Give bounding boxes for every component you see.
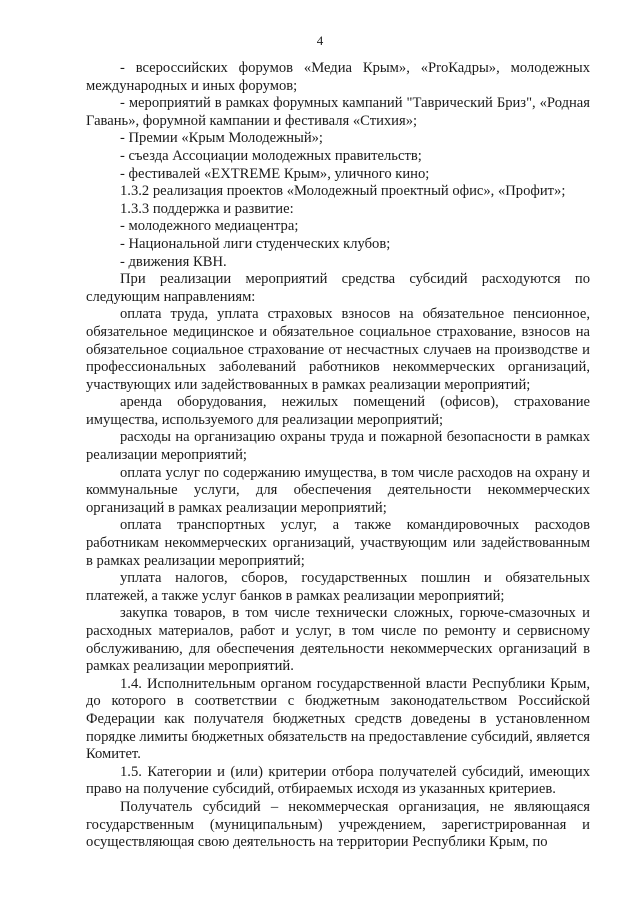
paragraph: - мероприятий в рамках форумных кампаний "Таврический Бриз", «Родная Гавань», форумной кампании и фестиваля «Стихия»; — [86, 95, 590, 129]
paragraph: оплата транспортных услуг, а также командировочных расходов работникам некоммерческих организаций, участвующим или задействованным в рамках реализации мероприятий; — [86, 517, 590, 569]
paragraph: При реализации мероприятий средства субсидий расходуются по следующим направлениям: — [86, 271, 590, 305]
paragraph: Получатель субсидий – некоммерческая организация, не являющаяся государственным (муниципальным) учреждением, зарегистрированная и осуществляющая свою деятельность на территории Республики Крым, по — [86, 798, 590, 851]
paragraph: - молодежного медиацентра; — [120, 218, 299, 235]
paragraph: 1.3.2 реализация проектов «Молодежный проектный офис», «Профит»; — [120, 183, 566, 200]
paragraph: - фестивалей «EXTREME Крым», уличного кино; — [120, 165, 430, 182]
paragraph: расходы на организацию охраны труда и пожарной безопасности в рамках реализации мероприятий; — [86, 429, 590, 464]
paragraph: 1.3.3 поддержка и развитие: — [120, 200, 294, 217]
paragraph: - съезда Ассоциации молодежных правительств; — [120, 147, 422, 164]
paragraph: - всероссийских форумов «Медиа Крым», «ProКадры», молодежных международных и иных форумов; — [86, 60, 590, 94]
paragraph: - движения КВН. — [120, 253, 227, 270]
paragraph: 1.5. Категории и (или) критерии отбора получателей субсидий, имеющих право на получение субсидий, отбираемых исходя из указанных критериев. — [86, 763, 590, 798]
page-number: 4 — [316, 33, 324, 48]
paragraph: аренда оборудования, нежилых помещений (офисов), страхование имущества, используемого для реализации мероприятий; — [86, 394, 590, 428]
paragraph: закупка товаров, в том числе технически сложных, горюче-смазочных и расходных материалов, работ и услуг, в том числе по ремонту и сервисному обслуживанию, для обеспечения деятельности некоммерческих организаций в рамках реализации мероприятий. — [86, 605, 590, 675]
paragraph: - Премии «Крым Молодежный»; — [120, 130, 323, 147]
document-body — [86, 60, 590, 852]
paragraph: оплата труда, уплата страховых взносов на обязательное пенсионное, обязательное медицинское и обязательное социальное страхование, взносов на обязательное социальное страхование от несчастных случаев на производстве и профессиональных заболеваний работников некоммерческих организаций, участвующих или задействованных в рамках реализации мероприятий; — [86, 306, 590, 393]
paragraph: оплата услуг по содержанию имущества, в том числе расходов на охрану и коммунальные услуги, для обеспечения деятельности некоммерческих организаций в рамках реализации мероприятий; — [86, 464, 590, 516]
paragraph: уплата налогов, сборов, государственных пошлин и обязательных платежей, а также услуг банков в рамках реализации мероприятий; — [86, 570, 590, 604]
paragraph: 1.4. Исполнительным органом государственной власти Республики Крым, до которого в соответствии с бюджетным законодательством Российской Федерации как получателя бюджетных средств доведены в установленном порядке лимиты бюджетных обязательств на предоставление субсидий, является Комитет. — [86, 675, 591, 763]
paragraph: - Национальной лиги студенческих клубов; — [120, 235, 391, 252]
